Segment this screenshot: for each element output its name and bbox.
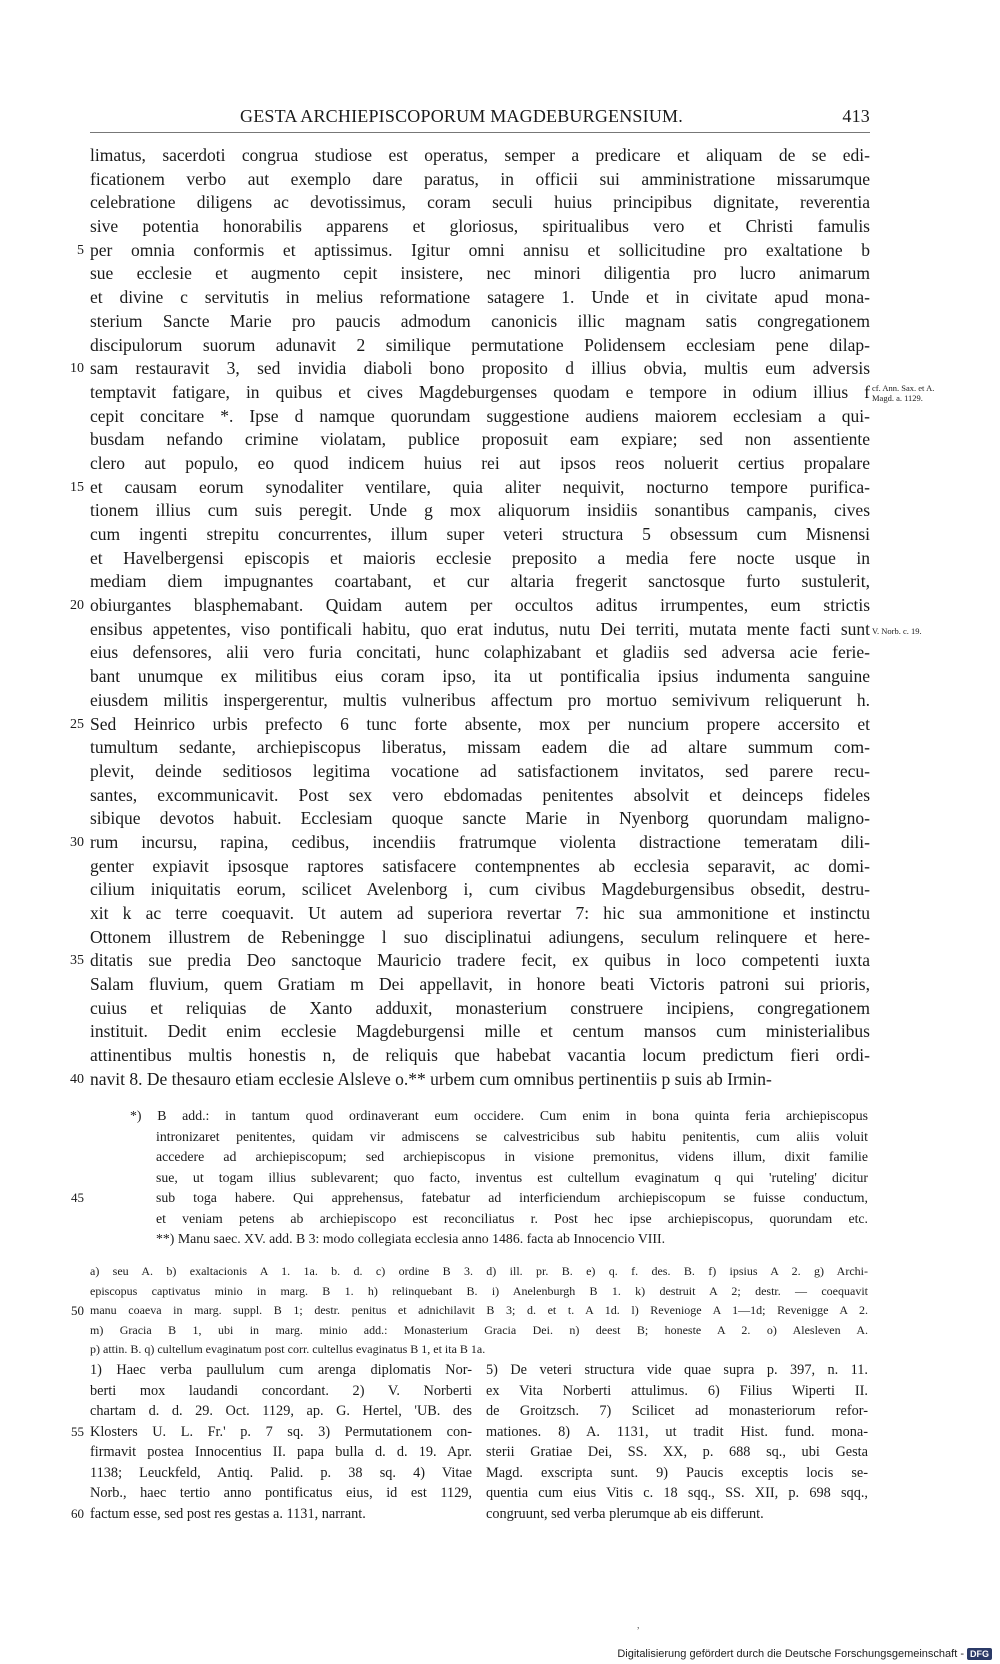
- line-number: 55: [71, 1423, 84, 1439]
- text-line: [0, 1020, 1000, 1044]
- text-line: [0, 713, 1000, 737]
- line-text: p) attin. B. q) cultellum evaginatum post corr. cultellus evaginatus B 1, et ita B 1a.: [90, 1342, 486, 1356]
- text-line: [0, 1301, 1000, 1321]
- line-text: tumultum sedante, archiepiscopus liberatus, missam eadem die ad altare summum com-: [90, 737, 870, 758]
- text-line: [0, 476, 1000, 500]
- line-text: Ottonem illustrem de Rebeningge l suo disciplinatui adiungens, seculum relinquere et here-: [90, 926, 870, 947]
- main-text: [0, 144, 1000, 1092]
- text-line: [0, 1044, 1000, 1068]
- line-text: per omnia conformis et aptissimus. Igitur omni annisu et sollicitudine pro exaltatione b: [90, 239, 870, 260]
- digitization-credit: [617, 1648, 992, 1660]
- line-text: Salam fluvium, quem Gratiam m Dei appellavit, in honore beati Victoris patroni sui prioris,: [90, 974, 870, 995]
- note-line: Magd. exscripta sunt. 9) Paucis exceptis locis se-: [486, 1464, 868, 1481]
- text-line: [0, 428, 1000, 452]
- asterisk-footnotes: [0, 1106, 1000, 1250]
- line-number: 40: [70, 1071, 84, 1087]
- note-line: mationes. 8) A. 1131, ut tradit Hist. fund. mona-: [486, 1423, 868, 1440]
- note-line: 1) Haec verba paullulum cum arenga diplomatis Nor-: [90, 1362, 472, 1378]
- line-text: limatus, sacerdoti congrua studiose est operatus, semper a predicare et aliquam de se edi-: [90, 145, 870, 165]
- margin-reference: V. Norb. c. 19.: [872, 625, 922, 636]
- text-line: [0, 262, 1000, 286]
- line-text: eius defensores, alii vero furia concitati, hunc colaphizabant et gladiis sed adversa acie ferie-: [90, 642, 870, 663]
- line-text: cum ingenti strepitu concurrentes, illum super veteri structura 5 obsessum cum Misnensi: [90, 524, 870, 544]
- line-text: sive potentia honorabilis apparens et gloriosus, spiritualibus vero et Christi famulis: [90, 216, 870, 237]
- text-line: [0, 381, 1000, 405]
- note-line: quentia cum eius Vitis c. 18 sqq., SS. XII, p. 698 sqq.,: [486, 1485, 868, 1501]
- line-text: **) Manu saec. XV. add. B 3: modo collegiata ecclesia anno 1486. facta ab Innocencio VIII.: [156, 1231, 666, 1246]
- line-text: plevit, deinde seditiosos legitima vocatione ad satisfactionem invitatos, sed parere recu-: [90, 760, 870, 781]
- text-line: [0, 641, 1000, 665]
- line-number: 10: [70, 361, 84, 377]
- line-text: episcopus captivatus minio in marg. B 1. h) relinquebant B. i) Anelenburgh B 1. k) destruit A 2; destr. — coequavit: [90, 1283, 868, 1298]
- line-text: et divine c servitutis in melius reformatione satagere 1. Unde et in civitate apud mona-: [90, 287, 870, 308]
- text-line: [0, 168, 1000, 192]
- text-line: [0, 1282, 1000, 1302]
- dfg-logo: DFG: [967, 1648, 992, 1660]
- text-line: [0, 926, 1000, 950]
- line-text: et causam eorum synodaliter ventilare, quia aliter nequivit, nocturno tempore purifica-: [90, 476, 870, 497]
- line-text: attinentibus multis honestis n, de reliquis que habebat vacantia locum predictum fieri ordi-: [90, 1045, 870, 1066]
- notes-column-left: [90, 1360, 472, 1524]
- line-text: celebratione diligens ac devotissimus, coram seculi huius principibus dignitate, reverentia: [90, 192, 870, 213]
- line-text: a) seu A. b) exaltacionis A 1. 1a. b. d. c) ordine B 3. d) ill. pr. B. e) q. f. des. B. f) ipsius A 2. g) Archi-: [90, 1264, 868, 1278]
- line-text: temptavit fatigare, in quibus et cives Magdeburgenses quodam e tempore in odium illius f: [90, 381, 870, 402]
- margin-reference: cf. Ann. Sax. et A. Magd. a. 1129.: [872, 382, 935, 403]
- text-line: [0, 878, 1000, 902]
- line-text: et Havelbergensi episcopis et maioris ecclesie preposito a media fere nocte usque in: [90, 547, 870, 568]
- critical-apparatus: [0, 1262, 1000, 1360]
- text-line: [0, 760, 1000, 784]
- line-text: et veniam petens ab archiepiscopo est reconciliatus r. Post hec ipse archiepiscopus, quorundam etc.: [156, 1210, 868, 1226]
- text-line: [0, 499, 1000, 523]
- line-text: ficationem verbo aut exemplo dare paratus, in officii sui amministratione missarumque: [90, 168, 870, 189]
- line-text: mediam diem impugnantes coartabant, et cur altaria fregerit sanctosque furto sustulerit,: [90, 571, 870, 592]
- line-text: genter expiavit ipsosque raptores satisfacere contempnentes ab ecclesia separavit, ac domi-: [90, 855, 870, 876]
- line-text: intronizaret penitentes, quidam vir admiscens se calvestricibus sub habitu penitentis, cum aliis voluit: [156, 1128, 868, 1144]
- text-line: [0, 570, 1000, 594]
- line-number: 45: [71, 1190, 84, 1205]
- page-number: 413: [842, 106, 870, 126]
- line-text: eiusdem militis inspergerentur, multis vulneribus affectum pro mortuo semivivum reliquerunt h.: [90, 689, 870, 710]
- line-text: sue ecclesie et augmento cepit insistere, nec minori diligentia pro lucro animarum: [90, 263, 870, 284]
- line-number: 25: [70, 716, 84, 732]
- text-line: [0, 523, 1000, 547]
- line-text: ditatis sue predia Deo sanctoque Mauricio tradere fecit, ex quibus in loco competenti iuxta: [90, 950, 870, 971]
- text-line: [0, 405, 1000, 429]
- stray-mark: ,: [637, 1620, 640, 1631]
- text-line: [0, 973, 1000, 997]
- text-line: [0, 215, 1000, 239]
- text-line: [0, 144, 1000, 168]
- text-line: [0, 310, 1000, 334]
- text-line: [0, 1127, 1000, 1148]
- text-line: [0, 239, 1000, 263]
- line-text: accedere ad archiepiscopum; sed archiepiscopus in visione premonitus, videns illum, dixit familie: [156, 1149, 868, 1164]
- credit-text: Digitalisierung gefördert durch die Deutsche Forschungsgemeinschaft -: [617, 1648, 964, 1660]
- line-text: santes, excommunicavit. Post sex vero ebdomadas penitentes absolvit et deinceps fideles: [90, 784, 870, 805]
- line-text: sterium Sancte Marie pro paucis admodum canonicis illic magnam satis congregationem: [90, 310, 870, 331]
- text-line: [0, 1229, 1000, 1250]
- line-text: sue, ut togam illius sublevarent; quo facto, inventus est cultellum evaginatum q qui 'ruteling' dicitur: [156, 1169, 868, 1185]
- header-divider: [90, 132, 870, 133]
- line-text: instituit. Dedit enim ecclesie Magdeburgensi mille et centum mansos cum ministerialibus: [90, 1021, 870, 1042]
- line-text: cuius et reliquias de Xanto adduxit, monasterium construere incipiens, congregationem: [90, 997, 870, 1018]
- text-line: [0, 1068, 1000, 1092]
- note-line: sterii Gratiae Dei, SS. XX, p. 688 sq., ubi Gesta: [486, 1444, 868, 1460]
- note-line: berti mox laudandi concordant. 2) V. Norberti: [90, 1382, 472, 1399]
- text-line: [0, 1209, 1000, 1230]
- line-number: 15: [70, 479, 84, 495]
- commentary-notes: [0, 1360, 1000, 1530]
- line-text: xit k ac terre coequavit. Ut autem ad superiora revertar 7: hic sua ammonitione et instinctu: [90, 903, 870, 923]
- text-line: [0, 831, 1000, 855]
- line-number: 60: [71, 1505, 84, 1521]
- text-line: [0, 547, 1000, 571]
- running-title: GESTA ARCHIEPISCOPORUM MAGDEBURGENSIUM.: [240, 106, 683, 126]
- note-line: Norb., haec tertio anno pontificatus eius, id est 1129,: [90, 1485, 472, 1501]
- line-text: Sed Heinrico urbis prefecto 6 tunc forte absente, mox per nuncium propere accersito et: [90, 713, 870, 734]
- note-line: 1138; Leuckfeld, Antiq. Palid. p. 38 sq. 4) Vitae: [90, 1464, 472, 1481]
- line-text: ensibus appetentes, viso pontificali habitu, quo erat indutus, nutu Dei territi, mutata mente facti sunt: [90, 618, 870, 639]
- line-text: bant unumque ex militibus eius coram ipso, ita ut pontificalia ipsius indumenta sanguine: [90, 666, 870, 687]
- note-line: chartam d. d. 29. Oct. 1129, ap. G. Hertel, 'UB. des: [90, 1403, 472, 1419]
- text-line: [0, 949, 1000, 973]
- line-text: navit 8. De thesauro etiam ecclesie Alsleve o.** urbem cum omnibus pertinentiis p suis ab Irmin-: [90, 1068, 772, 1089]
- line-text: sam restauravit 3, sed invidia diaboli bono proposito d illius obvia, multis eum adversis: [90, 358, 870, 379]
- text-line: [0, 1147, 1000, 1168]
- notes-column-right: [486, 1360, 868, 1524]
- text-line: [0, 334, 1000, 358]
- line-text: rum incursu, rapina, cedibus, incendiis fratrumque violenta distractione temeratam dili-: [90, 831, 870, 852]
- text-line: [0, 997, 1000, 1021]
- line-number: 50: [71, 1303, 84, 1318]
- line-text: cepit concitare *. Ipse d namque quorundam suggestione audiens maiorem ecclesiam a qui-: [90, 405, 870, 426]
- text-line: [0, 1340, 1000, 1360]
- line-text: clero aut populo, eo quod indicem huius rei aut ipsos reos noluerit certius propalare: [90, 452, 870, 473]
- line-text: obiurgantes blasphemabant. Quidam autem per occultos aditus irrumpentes, eum strictis: [90, 595, 870, 616]
- text-line: [0, 665, 1000, 689]
- text-line: [0, 191, 1000, 215]
- text-line: [0, 452, 1000, 476]
- line-number: 35: [70, 953, 84, 969]
- note-line: ex Vita Norberti attulimus. 6) Filius Wiperti II.: [486, 1382, 868, 1399]
- line-text: m) Gracia B 1, ubi in marg. minio add.: Monasterium Gracia Dei. n) deest B; honeste A 2. o) Alesleven A.: [90, 1322, 868, 1337]
- note-line: factum esse, sed post res gestas a. 1131, narrant.: [90, 1505, 366, 1522]
- text-line: [0, 736, 1000, 760]
- text-line: [0, 1106, 1000, 1127]
- note-line: congruunt, sed verba plerumque ab eis differunt.: [486, 1505, 764, 1522]
- line-text: busdam nefando crimine violatam, publice proposuit eam expiare; sed non assentiente: [90, 429, 870, 450]
- text-line: [0, 594, 1000, 618]
- text-line: [0, 902, 1000, 926]
- line-text: *) B add.: in tantum quod ordinaverant eum occidere. Cum enim in bona quinta feria archiepiscopus: [130, 1108, 868, 1123]
- note-line: firmavit postea Innocentius II. papa bulla d. d. 19. Apr.: [90, 1444, 472, 1460]
- text-line: [0, 357, 1000, 381]
- text-line: [0, 1188, 1000, 1209]
- text-line: [0, 1168, 1000, 1189]
- text-line: [0, 855, 1000, 879]
- note-line: de Groitzsch. 7) Scilicet ad monasteriorum refor-: [486, 1403, 868, 1419]
- line-text: cilium iniquitatis eorum, scilicet Avelenborg i, cum civibus Magdeburgensibus obsedit, destru-: [90, 879, 870, 900]
- text-line: [0, 1321, 1000, 1341]
- line-number: 5: [77, 242, 84, 258]
- text-line: [0, 689, 1000, 713]
- text-line: [0, 784, 1000, 808]
- line-number: 20: [70, 598, 84, 614]
- text-line: [0, 807, 1000, 831]
- text-line: [0, 286, 1000, 310]
- line-text: sibique devotos habuit. Ecclesiam quoque sancte Marie in Nyenborg quorundam maligno-: [90, 808, 870, 829]
- line-text: discipulorum suorum adunavit 2 similique permutatione Polidensem ecclesiam pene dilap-: [90, 334, 870, 355]
- line-text: manu coaeva in marg. suppl. B 1; destr. penitus et adnichilavit B 3; d. et t. A 1d. l) Revenioge A 1—1d; Revenigge A 2.: [90, 1303, 868, 1317]
- line-text: sub toga habere. Qui apprehensus, fatebatur ad interficiendum archiepiscopum se fuisse conductum,: [156, 1190, 868, 1205]
- line-number: 30: [70, 834, 84, 850]
- text-line: [0, 618, 1000, 642]
- note-line: Klosters U. L. Fr.' p. 7 sq. 3) Permutationem con-: [90, 1423, 472, 1440]
- note-line: 5) De veteri structura vide quae supra p. 397, n. 11.: [486, 1362, 868, 1378]
- line-text: tionem illius cum suis peregit. Unde g mox aliquorum insidiis sonantibus campanis, cives: [90, 500, 870, 521]
- text-line: [0, 1262, 1000, 1282]
